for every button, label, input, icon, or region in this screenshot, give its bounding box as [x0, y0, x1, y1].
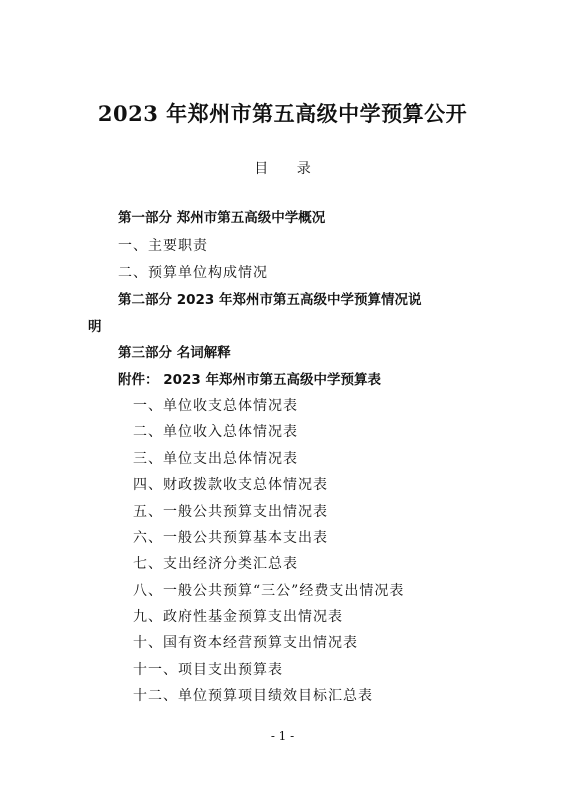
- toc-item[interactable]: 一、主要职责: [118, 238, 208, 254]
- toc-annex-item[interactable]: 五、一般公共预算支出情况表: [133, 504, 328, 520]
- toc-annex-item[interactable]: 六、一般公共预算基本支出表: [133, 530, 328, 546]
- toc-annex-item[interactable]: 八、一般公共预算“三公”经费支出情况表: [133, 583, 405, 599]
- page-number: - 1 -: [270, 729, 295, 743]
- toc-item[interactable]: 二、预算单位构成情况: [118, 265, 268, 281]
- toc-part-3[interactable]: 第三部分 名词解释: [118, 345, 231, 361]
- toc-annex-item[interactable]: 十二、单位预算项目绩效目标汇总表: [133, 688, 373, 704]
- document-title: 2023 年郑州市第五高级中学预算公开: [97, 101, 468, 126]
- toc-annex-item[interactable]: 二、单位收入总体情况表: [133, 424, 298, 440]
- toc-heading: 目 录: [254, 161, 323, 177]
- toc-part-2[interactable]: 第二部分 2023 年郑州市第五高级中学预算情况说: [118, 292, 422, 308]
- toc-part-1[interactable]: 第一部分 郑州市第五高级中学概况: [118, 210, 326, 226]
- toc-part-2-continuation[interactable]: 明: [88, 319, 102, 335]
- toc-annex-item[interactable]: 十、国有资本经营预算支出情况表: [133, 635, 358, 651]
- toc-annex-item[interactable]: 一、单位收支总体情况表: [133, 398, 298, 414]
- toc-annex-item[interactable]: 九、政府性基金预算支出情况表: [133, 609, 343, 625]
- toc-annex[interactable]: 附件： 2023 年郑州市第五高级中学预算表: [118, 372, 381, 388]
- toc-annex-item[interactable]: 七、支出经济分类汇总表: [133, 556, 298, 572]
- toc-annex-item[interactable]: 十一、项目支出预算表: [133, 662, 283, 678]
- toc-annex-item[interactable]: 四、财政拨款收支总体情况表: [133, 477, 328, 493]
- toc-annex-item[interactable]: 三、单位支出总体情况表: [133, 451, 298, 467]
